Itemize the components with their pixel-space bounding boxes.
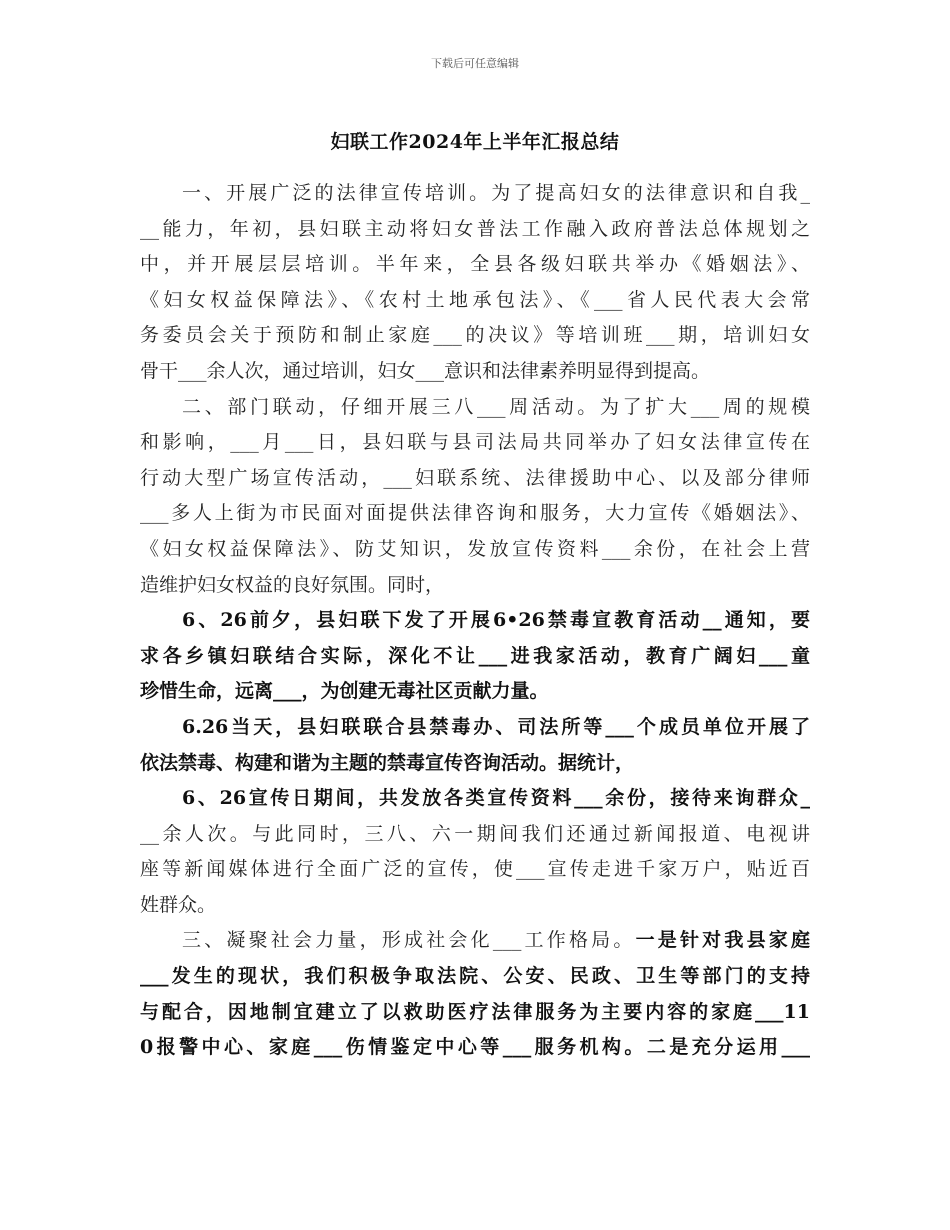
line-segment-bold: 一是针对我县家庭 [635,929,810,952]
paragraph-line: ___多人上街为市民面对面提供法律咨询和服务，大力宣传《婚姻法》、 [140,502,810,525]
paragraph-line: 6.26当天，县妇联联合县禁毒办、司法所等___个成员单位开展了 [182,715,810,738]
paragraph-line: 座等新闻媒体进行全面广泛的宣传，使___宣传走进千家万户，贴近百 [140,858,810,881]
paragraph-line: 依法禁毒、构建和谐为主题的禁毒宣传咨询活动。据统计， [140,751,635,774]
page-title: 妇联工作2024年上半年汇报总结 [330,131,620,153]
paragraph-line: 6、26宣传日期间，共发放各类宣传资料___余份，接待来询群众_ [182,787,810,810]
paragraph-line: ___发生的现状，我们积极争取法院、公安、民政、卫生等部门的支持 [140,965,810,988]
paragraph-line: 《妇女权益保障法》、《农村土地承包法》、《___省人民代表大会常 [140,288,810,311]
paragraph-line: 和影响，___月___日，县妇联与县司法局共同举办了妇女法律宣传在 [140,431,810,454]
paragraph-line: __余人次。与此同时，三八、六一期间我们还通过新闻报道、电视讲 [140,822,810,845]
paragraph-line: 6、26前夕，县妇联下发了开展6•26禁毒宣教育活动__通知，要 [182,609,810,632]
paragraph-line: 0报警中心、家庭___伤情鉴定中心等___服务机构。二是充分运用___ [140,1036,810,1059]
document-body [140,176,810,1066]
paragraph-line: 中，并开展层层培训。半年来，全县各级妇联共举办《婚姻法》、 [140,253,810,276]
line-segment-regular: 三、凝聚社会力量，形成社会化___工作格局。 [182,929,636,952]
paragraph-line: 《妇女权益保障法》、防艾知识，发放宣传资料___余份，在社会上营 [140,537,810,560]
paragraph-line: 一、开展广泛的法律宣传培训。为了提高妇女的法律意识和自我_ [182,182,810,204]
paragraph-line: 务委员会关于预防和制止家庭___的决议》等培训班___期，培训妇女 [140,324,810,347]
paragraph-line [140,923,810,959]
paragraph-line: 求各乡镇妇联结合实际，深化不让___进我家活动，教育广阔妇___童 [140,644,810,667]
paragraph-line: 行动大型广场宣传活动，___妇联系统、法律援助中心、以及部分律师 [140,466,810,489]
paragraph-line: __能力，年初，县妇联主动将妇女普法工作融入政府普法总体规划之 [140,217,810,240]
paragraph-line: 二、部门联动，仔细开展三八___周活动。为了扩大___周的规模 [182,395,810,418]
paragraph-line: 姓群众。 [140,893,217,916]
paragraph-line: 造维护妇女权益的良好氛围。同时， [140,573,445,596]
paragraph-line: 珍惜生命，远离___，为创建无毒社区贡献力量。 [140,680,549,703]
header-note: 下载后可任意编辑 [431,57,519,70]
paragraph-line: 与配合，因地制宜建立了以救助医疗法律服务为主要内容的家庭___11 [140,1000,810,1023]
paragraph-line: 骨干___余人次，通过培训，妇女___意识和法律素养明显得到提高。 [140,359,711,382]
